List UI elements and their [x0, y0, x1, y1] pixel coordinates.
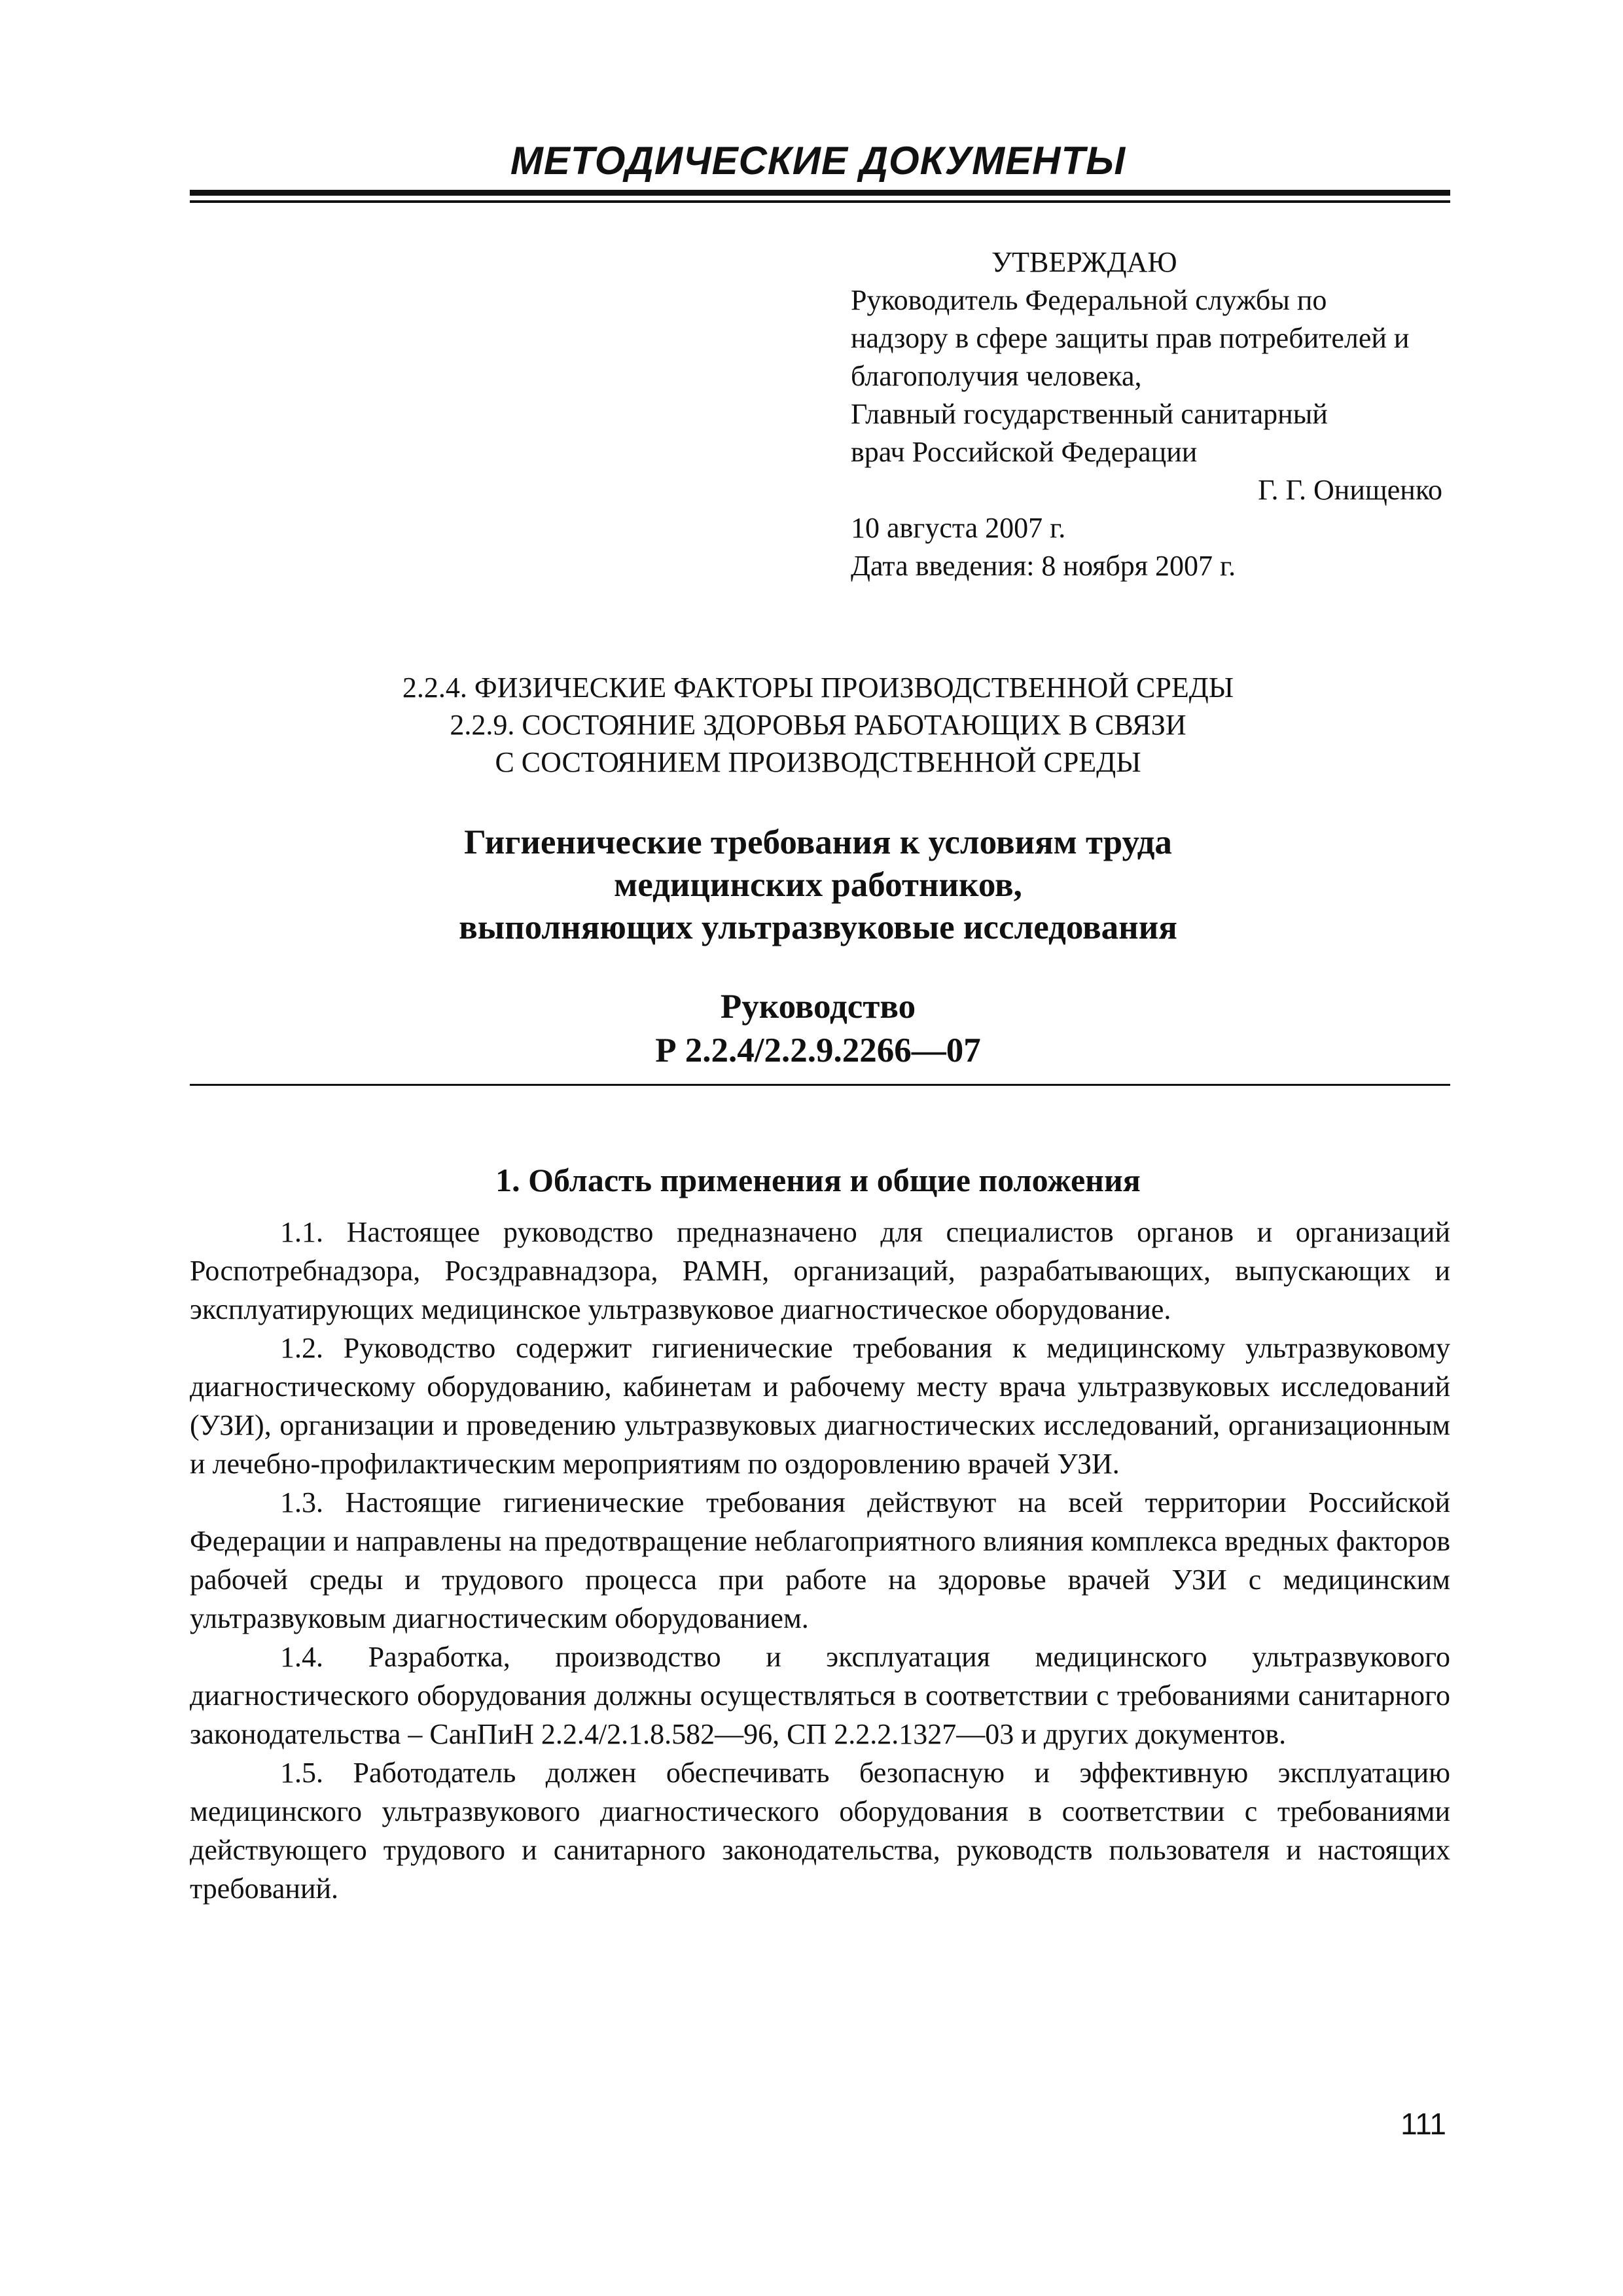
page-number: 111: [1400, 2107, 1446, 2141]
guide-code: Р 2.2.4/2.2.9.2266—07: [655, 1031, 981, 1069]
approval-position-line: благополучия человека,: [851, 360, 1142, 392]
paragraph-1-1: 1.1. Настоящее руководство предназначено для специалистов органов и организаций Роспотребнадзора, Росздравнадзора, РАМН, организаций, разрабатывающих, выпускающих и эксплуатирующих медицинское ультразвуковое диагностическое оборудование.: [190, 1216, 1450, 1325]
header-rule-thin: [190, 200, 1450, 203]
approval-block: [851, 243, 1442, 585]
paragraph-1-3: 1.3. Настоящие гигиенические требования действуют на всей территории Российской Федерации и направлены на предотвращение неблагоприятного влияния комплекса вредных факторов рабочей среды и трудового процесса при работе на здоровье врачей УЗИ с медицинским ультразвуковым диагностическим оборудованием.: [190, 1486, 1450, 1634]
header-rule-thick: [190, 190, 1450, 196]
section-code-line: 2.2.4. ФИЗИЧЕСКИЕ ФАКТОРЫ ПРОИЗВОДСТВЕННОЙ СРЕДЫ: [402, 672, 1234, 704]
title-divider: [190, 1084, 1450, 1086]
document-title: [190, 821, 1446, 949]
approval-signer: Г. Г. Онищенко: [1258, 474, 1442, 506]
approval-effective-date: Дата введения: 8 ноября 2007 г.: [851, 550, 1236, 582]
section-codes: [190, 669, 1446, 781]
document-title-line: выполняющих ультразвуковые исследования: [459, 908, 1177, 946]
document-title-line: медицинских работников,: [614, 866, 1022, 904]
paragraph-1-2: 1.2. Руководство содержит гигиенические требования к медицинскому ультразвуковому диагностическому оборудованию, кабинетам и рабочему месту врача ультразвуковых исследований (УЗИ), организации и проведению ультразвуковых диагностических исследований, организационным и лечебно-профилактическим мероприятиям по оздоровлению врачей УЗИ.: [190, 1332, 1450, 1480]
section-1-heading: 1. Область применения и общие положения: [495, 1162, 1141, 1198]
paragraph-1-5: 1.5. Работодатель должен обеспечивать безопасную и эффективную эксплуатацию медицинского ультразвукового диагностического оборудования в соответствии с требованиями действующего трудового и санитарного законодательства, руководств пользователя и настоящих требований.: [190, 1757, 1450, 1905]
document-title-line: Гигиенические требования к условиям труда: [464, 823, 1172, 861]
guide-designation: [190, 985, 1446, 1073]
approval-heading: УТВЕРЖДАЮ: [991, 246, 1177, 278]
approval-position-line: Руководитель Федеральной службы по: [851, 284, 1327, 316]
guide-label: Руководство: [720, 988, 916, 1026]
section-code-line: 2.2.9. СОСТОЯНИЕ ЗДОРОВЬЯ РАБОТАЮЩИХ В СВЯЗИ: [450, 709, 1186, 741]
approval-position-line: врач Российской Федерации: [851, 436, 1198, 468]
paragraph-1-4: 1.4. Разработка, производство и эксплуатация медицинского ультразвукового диагностического оборудования должны осуществляться в соответствии с требованиями санитарного законодательства – СанПиН 2.2.4/2.1.8.582—96, СП 2.2.2.1327—03 и других документов.: [190, 1641, 1450, 1750]
approval-position-line: надзору в сфере защиты прав потребителей и: [851, 322, 1410, 354]
running-header-title: МЕТОДИЧЕСКИЕ ДОКУМЕНТЫ: [510, 139, 1126, 183]
section-1-body: [190, 1213, 1450, 1908]
approval-position-line: Главный государственный санитарный: [851, 398, 1328, 430]
approval-date: 10 августа 2007 г.: [851, 512, 1066, 544]
section-code-line: С СОСТОЯНИЕМ ПРОИЗВОДСТВЕННОЙ СРЕДЫ: [495, 746, 1141, 778]
